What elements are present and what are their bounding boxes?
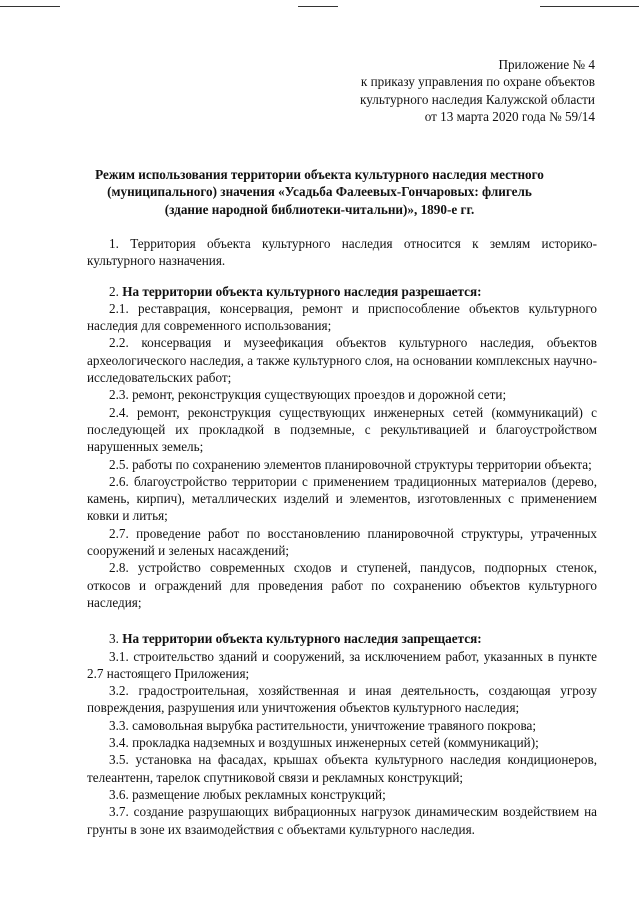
scan-artifact-line (0, 6, 60, 7)
list-item: 2.3. ремонт, реконструкция существующих проездов и дорожной сети; (109, 387, 507, 403)
scan-artifact-line (298, 6, 338, 7)
list-item: 2.1. реставрация, консервация, ремонт и приспособление объектов культурного наследия для современного использования; (87, 300, 597, 334)
list-item: 2.8. устройство современных сходов и ступеней, пандусов, подпорных стенок, откосов и ограждений для проведения работ по сохранению объектов культурного наследия; (87, 560, 597, 610)
document-title (72, 166, 567, 218)
title-line: (муниципального) значения «Усадьба Фалеевых-Гончаровых: флигель (107, 184, 532, 200)
title-line: Режим использования территории объекта культурного наследия местного (95, 167, 544, 182)
section-number: 2. (109, 283, 119, 299)
document-body (87, 235, 597, 838)
list-item: 2.4. ремонт, реконструкция существующих инженерных сетей (коммуникаций) с последующей их прокладкой в подземные, с рекультивацией и благоустройством нарушенных земель; (87, 404, 597, 455)
list-item: 2.7. проведение работ по восстановлению планировочной структуры, утраченных сооружений и зеленых насаждений; (87, 525, 597, 559)
list-item: 3.2. градостроительная, хозяйственная и иная деятельность, создающая угрозу повреждения, разрушения или уничтожения объектов культурного наследия; (87, 683, 597, 716)
section-1-paragraph: 1. Территория объекта культурного наследия относится к землям историко-культурного назначения. (87, 236, 597, 269)
list-item: 2.6. благоустройство территории с применением традиционных материалов (дерево, камень, кирпич), металлических изделий и элементов, изготовленных с применением ковки и литья; (87, 473, 597, 524)
scan-artifact-line (540, 6, 639, 7)
list-item: 3.3. самовольная вырубка растительности, уничтожение травяного покрова; (109, 717, 537, 733)
appendix-date: от 13 марта 2020 года № 59/14 (424, 108, 595, 124)
list-item: 3.4. прокладка надземных и воздушных инженерных сетей (коммуникаций); (109, 735, 539, 751)
list-item: 2.5. работы по сохранению элементов планировочной структуры территории объекта; (109, 456, 592, 472)
appendix-header (360, 56, 595, 125)
section-2-heading (87, 283, 597, 300)
list-item: 3.1. строительство зданий и сооружений, за исключением работ, указанных в пункте 2.7 настоящего Приложения; (87, 648, 597, 681)
appendix-authority: культурного наследия Калужской области (360, 91, 595, 107)
list-item: 2.2. консервация и музеефикация объектов культурного наследия, объектов археологического наследия, а также культурного слоя, на основании комплексных научно-исследовательских работ; (87, 335, 597, 386)
section-3-heading (87, 630, 597, 647)
section-number: 3. (109, 631, 119, 647)
appendix-order-ref: к приказу управления по охране объектов (360, 74, 595, 90)
appendix-number: Приложение № 4 (498, 57, 595, 72)
list-item: 3.6. размещение любых рекламных конструкций; (109, 786, 386, 802)
section-heading-text: На территории объекта культурного наследия разрешается: (122, 283, 482, 299)
list-item: 3.5. установка на фасадах, крышах объекта культурного наследия кондиционеров, телеантенн, тарелок спутниковой связи и рекламных конструкций; (87, 752, 597, 785)
title-line: (здание народной библиотеки-читальни)», 1890-е гг. (164, 201, 475, 217)
list-item: 3.7. создание разрушающих вибрационных нагрузок динамическим воздействием на грунты в зоне их взаимодействия с объектами культурного наследия. (87, 804, 597, 837)
section-heading-text: На территории объекта культурного наследия запрещается: (122, 631, 482, 647)
